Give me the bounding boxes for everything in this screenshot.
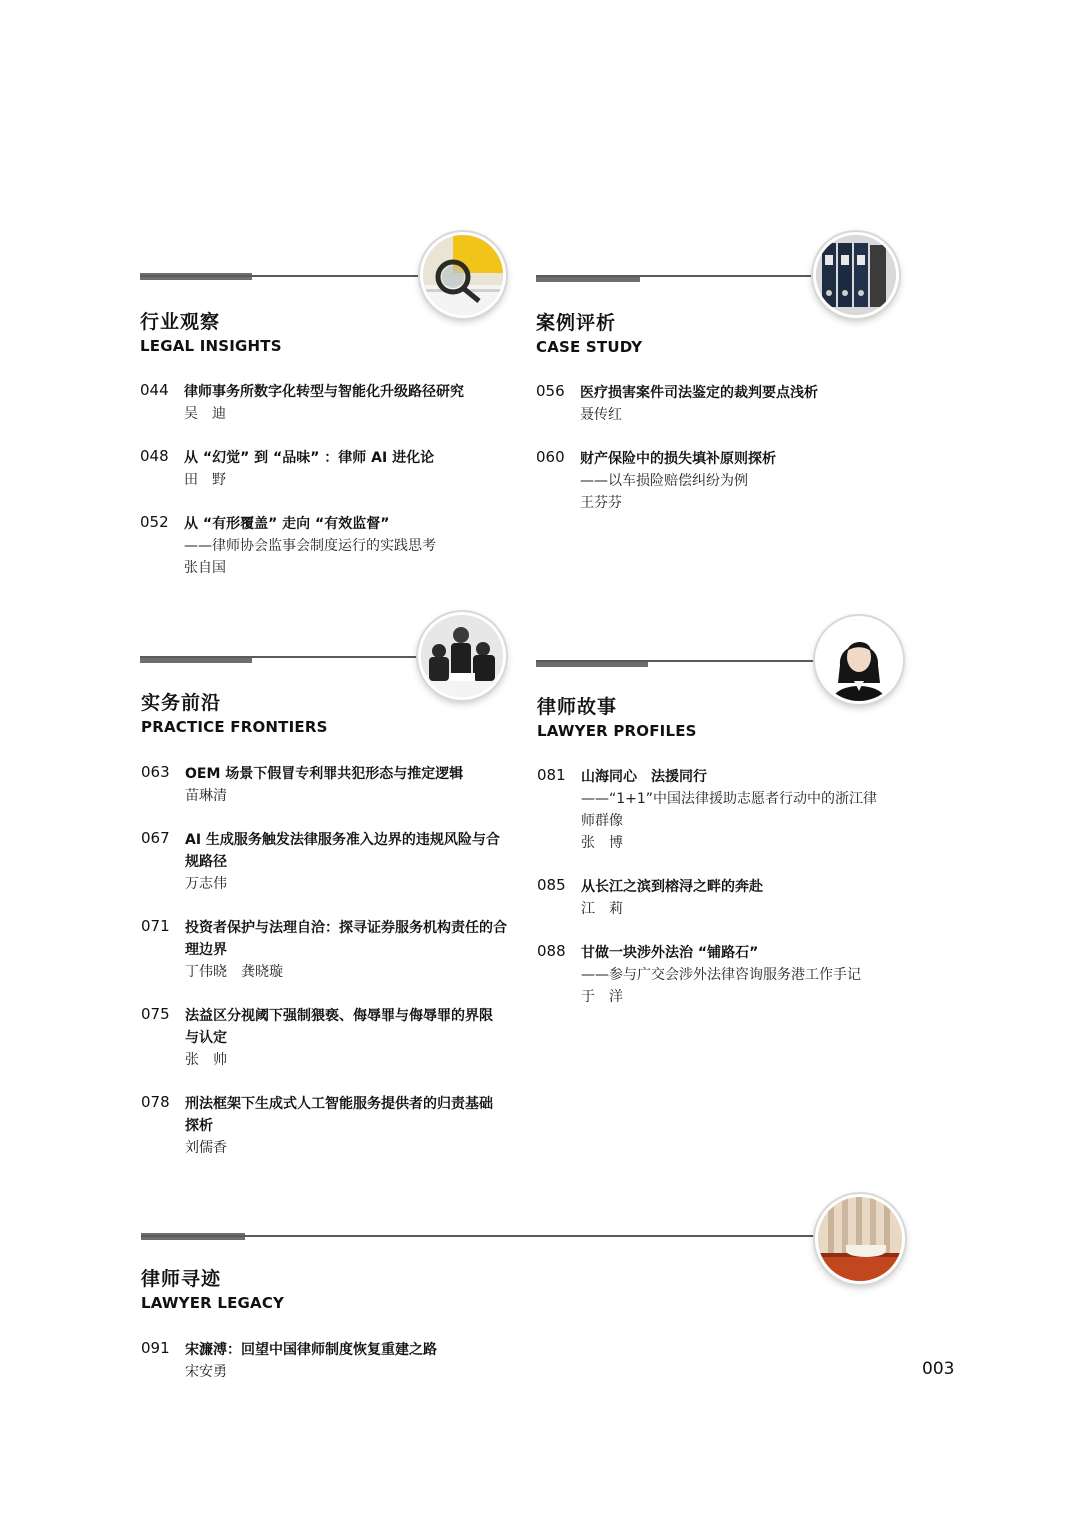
- article-author: 张 博: [581, 835, 623, 851]
- toc-entry[interactable]: [141, 763, 521, 807]
- toc-entry[interactable]: [141, 917, 521, 983]
- article-subtitle: ——参与广交会涉外法律咨询服务港工作手记: [581, 967, 861, 983]
- article-title: AI 生成服务触发法律服务准入边界的违规风险与合规路径: [185, 832, 500, 870]
- page-number-ref: 081: [537, 766, 566, 784]
- article-author: 万志伟: [185, 876, 227, 892]
- scroll-desk-photo-icon: [815, 1194, 905, 1284]
- article-title: 财产保险中的损失填补原则探析: [580, 451, 776, 467]
- article-subtitle: ——“1+1”中国法律援助志愿者行动中的浙江律师群像: [581, 791, 878, 829]
- article-title: 医疗损害案件司法鉴定的裁判要点浅析: [580, 385, 818, 401]
- toc-entry[interactable]: [537, 876, 917, 920]
- page-number-ref: 044: [140, 381, 169, 399]
- article-author: 丁伟晓 龚晓璇: [185, 964, 283, 980]
- article-title: 从 “幻觉” 到 “品味” ：律师 AI 进化论: [184, 450, 435, 466]
- section-title-en: LAWYER LEGACY: [141, 1294, 285, 1312]
- page-number-ref: 075: [141, 1005, 170, 1023]
- article-author: 聂传红: [580, 407, 622, 423]
- page-number-ref: 067: [141, 829, 170, 847]
- article-title: 甘做一块涉外法治 “铺路石”: [581, 945, 759, 961]
- toc-entry[interactable]: [141, 1005, 521, 1071]
- page-number-ref: 048: [140, 447, 169, 465]
- section-title-cn: 律师寻迹: [141, 1268, 222, 1290]
- meeting-photo-icon: [418, 612, 506, 700]
- article-subtitle: ——律师协会监事会制度运行的实践思考: [184, 538, 436, 554]
- article-author: 苗琳清: [185, 788, 227, 804]
- page-number-ref: 088: [537, 942, 566, 960]
- page-number-ref: 078: [141, 1093, 170, 1111]
- article-author: 王芬芬: [580, 495, 622, 511]
- article-title: 山海同心 法援同行: [581, 769, 707, 785]
- page-number-ref: 052: [140, 513, 169, 531]
- page-number-ref: 085: [537, 876, 566, 894]
- article-title: 宋濂溥：回望中国律师制度恢复重建之路: [185, 1342, 437, 1358]
- section-title-cn: 行业观察: [140, 311, 221, 333]
- article-author: 江 莉: [581, 901, 623, 917]
- section-divider-line: [140, 275, 422, 277]
- toc-entry[interactable]: [536, 448, 916, 514]
- section-title-cn: 案例评析: [536, 312, 617, 334]
- toc-entry[interactable]: [141, 1093, 521, 1159]
- section-title-en: PRACTICE FRONTIERS: [141, 718, 328, 736]
- toc-entry[interactable]: [140, 381, 520, 425]
- section-title-cn: 实务前沿: [141, 692, 222, 714]
- page-number: 003: [922, 1359, 955, 1379]
- toc-entry[interactable]: [141, 829, 521, 895]
- magnifier-photo-icon: [420, 232, 506, 318]
- section-divider-line: [536, 275, 818, 277]
- page-number-ref: 091: [141, 1339, 170, 1357]
- lawyer-portrait-icon: [815, 616, 903, 704]
- page-number-ref: 063: [141, 763, 170, 781]
- article-title: 从 “有形覆盖” 走向 “有效监督”: [184, 516, 390, 532]
- article-title: 刑法框架下生成式人工智能服务提供者的归责基础探析: [185, 1096, 493, 1134]
- article-subtitle: ——以车损险赔偿纠纷为例: [580, 473, 748, 489]
- section-title-en: LEGAL INSIGHTS: [140, 337, 282, 355]
- article-author: 张自国: [184, 560, 226, 576]
- toc-entry[interactable]: [537, 942, 917, 1008]
- page-number-ref: 060: [536, 448, 565, 466]
- section-title-en: CASE STUDY: [536, 338, 643, 356]
- article-title: 从长江之滨到榕浔之畔的奔赴: [581, 879, 763, 895]
- section-title-en: LAWYER PROFILES: [537, 722, 697, 740]
- page-number-ref: 056: [536, 382, 565, 400]
- article-author: 宋安勇: [185, 1364, 227, 1380]
- section-divider-line: [536, 660, 816, 662]
- section-divider-line: [140, 656, 422, 658]
- article-author: 田 野: [184, 472, 226, 488]
- article-title: 法益区分视阈下强制猥亵、侮辱罪与侮辱罪的界限与认定: [185, 1008, 493, 1046]
- article-author: 张 帅: [185, 1052, 227, 1068]
- toc-entry[interactable]: [141, 1339, 521, 1383]
- section-title-cn: 律师故事: [537, 696, 618, 718]
- article-title: 投资者保护与法理自洽：探寻证券服务机构责任的合理边界: [185, 920, 507, 958]
- article-author: 吴 迪: [184, 406, 226, 422]
- binders-photo-icon: [813, 232, 899, 318]
- article-author: 于 洋: [581, 989, 623, 1005]
- toc-entry[interactable]: [537, 766, 917, 854]
- article-title: OEM 场景下假冒专利罪共犯形态与推定逻辑: [185, 766, 464, 782]
- toc-entry[interactable]: [140, 447, 520, 491]
- section-divider-line: [141, 1235, 816, 1237]
- page-number-ref: 071: [141, 917, 170, 935]
- toc-entry[interactable]: [140, 513, 520, 579]
- article-title: 律师事务所数字化转型与智能化升级路径研究: [184, 384, 464, 400]
- toc-entry[interactable]: [536, 382, 916, 426]
- article-author: 刘儒香: [185, 1140, 227, 1156]
